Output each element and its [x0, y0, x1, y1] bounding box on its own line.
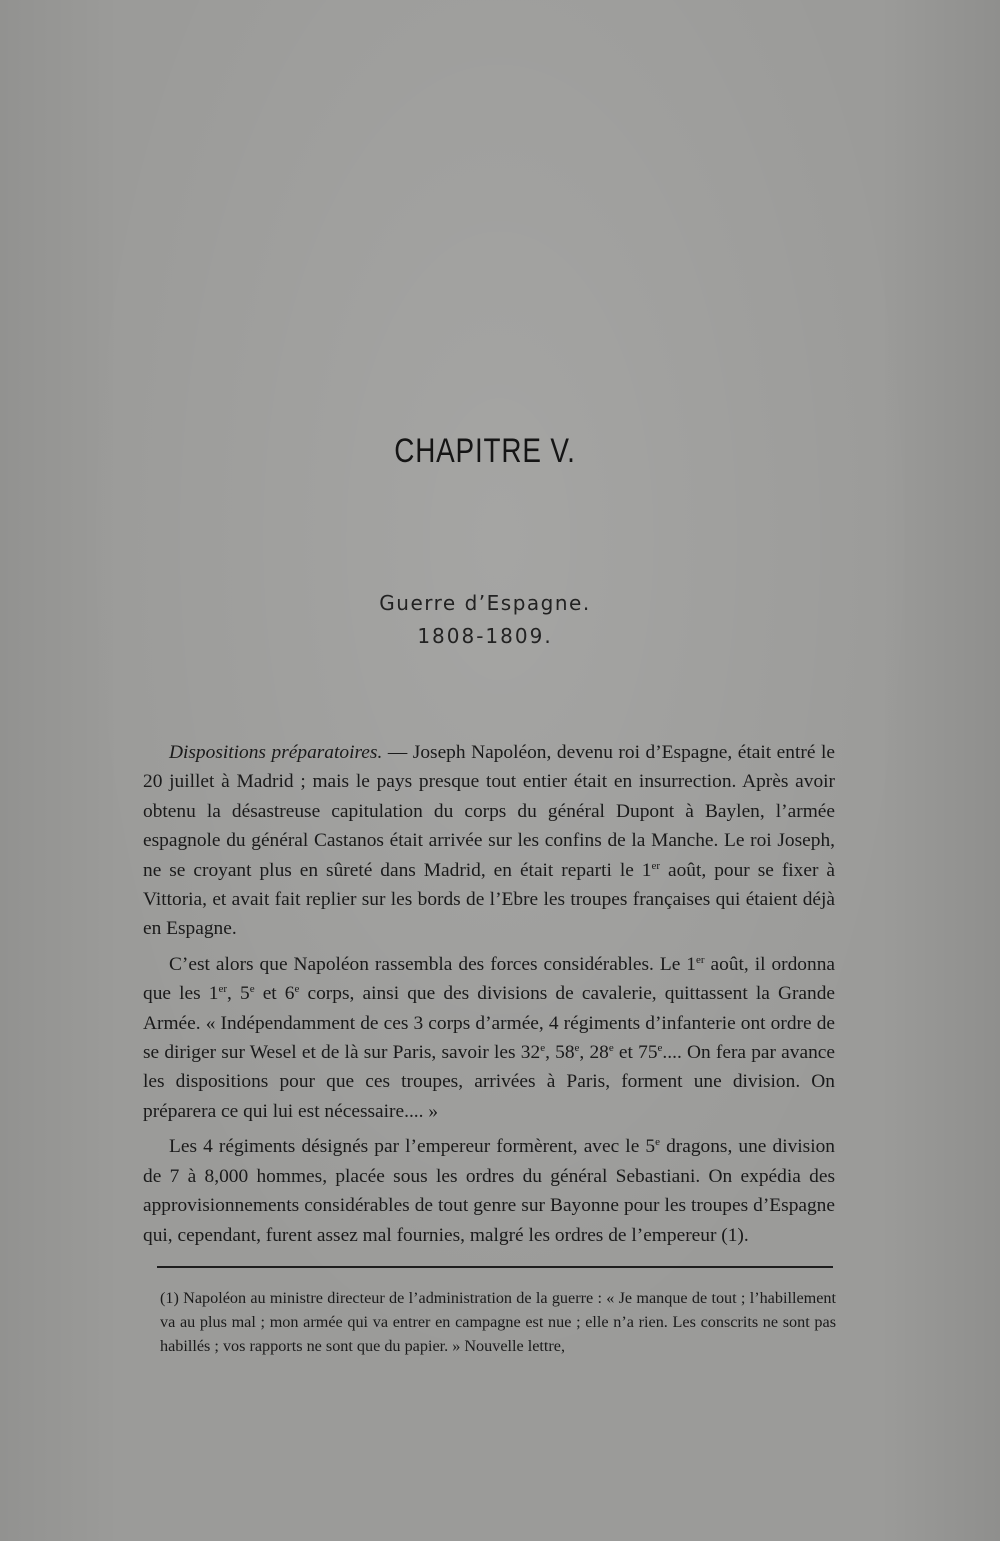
text-run: C’est alors que Napoléon rassembla des forces considérables. Le 1	[169, 953, 696, 975]
paragraph-3	[143, 1132, 835, 1250]
chapter-years: 1808-1809.	[417, 624, 553, 648]
paragraph-lead: Dispositions préparatoires.	[169, 742, 383, 763]
text-run: août, pour se fixer à Vittoria, et avait fait replier sur les bords de l’Ebre les troupes françaises qui étaient déjà en Espagne.	[143, 859, 835, 940]
superscript: er	[218, 983, 228, 996]
text-run: août, il ordonna que les 1	[143, 953, 835, 1005]
paragraph-1	[143, 738, 835, 944]
superscript: e	[608, 1042, 614, 1055]
superscript: e	[294, 983, 300, 996]
text-run: , 58	[545, 1042, 575, 1064]
text-run: et 6	[254, 983, 295, 1005]
superscript: e	[540, 1042, 546, 1055]
superscript: e	[657, 1042, 663, 1055]
paragraph-2	[143, 950, 835, 1126]
text-run: , 5	[227, 983, 250, 1005]
chapter-subtitle: Guerre d’Espagne.	[379, 591, 591, 615]
superscript: e	[655, 1136, 660, 1149]
footnote-text: (1) Napoléon au ministre directeur de l’administration de la guerre : « Je manque de tout ; l’habillement va au plus mal ; mon armée qui va entrer en campagne est nue ; elle n’a rien. Les conscrits ne sont pas habillés ; vos rapports ne sont que du papier. » Nouvelle lettre,	[160, 1289, 836, 1355]
superscript: e	[574, 1042, 580, 1055]
superscript: e	[249, 983, 255, 996]
text-run: .... On fera par avance les dispositions pour que ces troupes, arrivées à Paris, forment une division. On préparera ce qui lui est nécessaire.... »	[143, 1042, 835, 1122]
chapter-title: CHAPITRE V.	[394, 432, 576, 470]
superscript: er	[696, 953, 705, 966]
text-run: dragons, une division de 7 à 8,000 hommes, placée sous les ordres du général Sebastiani. On expédia des approvisionnements considérables de tout genre sur Bayonne pour les troupes d’Espagne qui, cependant, furent assez mal fournies, malgré les ordres de l’empereur (1).	[143, 1136, 835, 1246]
text-run: et 75	[613, 1042, 658, 1064]
text-run: Les 4 régiments désignés par l’empereur formèrent, avec le 5	[169, 1136, 656, 1158]
text-run: corps, ainsi que des divisions de cavalerie, quittassent la Grande Armée. « Indépendamment de ces 3 corps d’armée, 4 régiments d’infanterie ont ordre de se diriger sur Wesel et de là sur Paris, savoir les 32	[143, 983, 836, 1064]
superscript: er	[651, 859, 661, 872]
footnote	[160, 1286, 836, 1358]
text-run: , 28	[579, 1042, 609, 1064]
main-text	[143, 738, 835, 1256]
footnote-rule	[157, 1266, 833, 1268]
text-run: — Joseph Napoléon, devenu roi d’Espagne, était entré le 20 juillet à Madrid ; mais le pays presque tout entier était en insurrection. Après avoir obtenu la désastreuse capitulation du corps du général Dupont à Baylen, l’armée espagnole du général Castanos était arrivée sur les confins de la Manche. Le roi Joseph, ne se croyant plus en sûreté dans Madrid, en était reparti le 1	[143, 742, 835, 881]
